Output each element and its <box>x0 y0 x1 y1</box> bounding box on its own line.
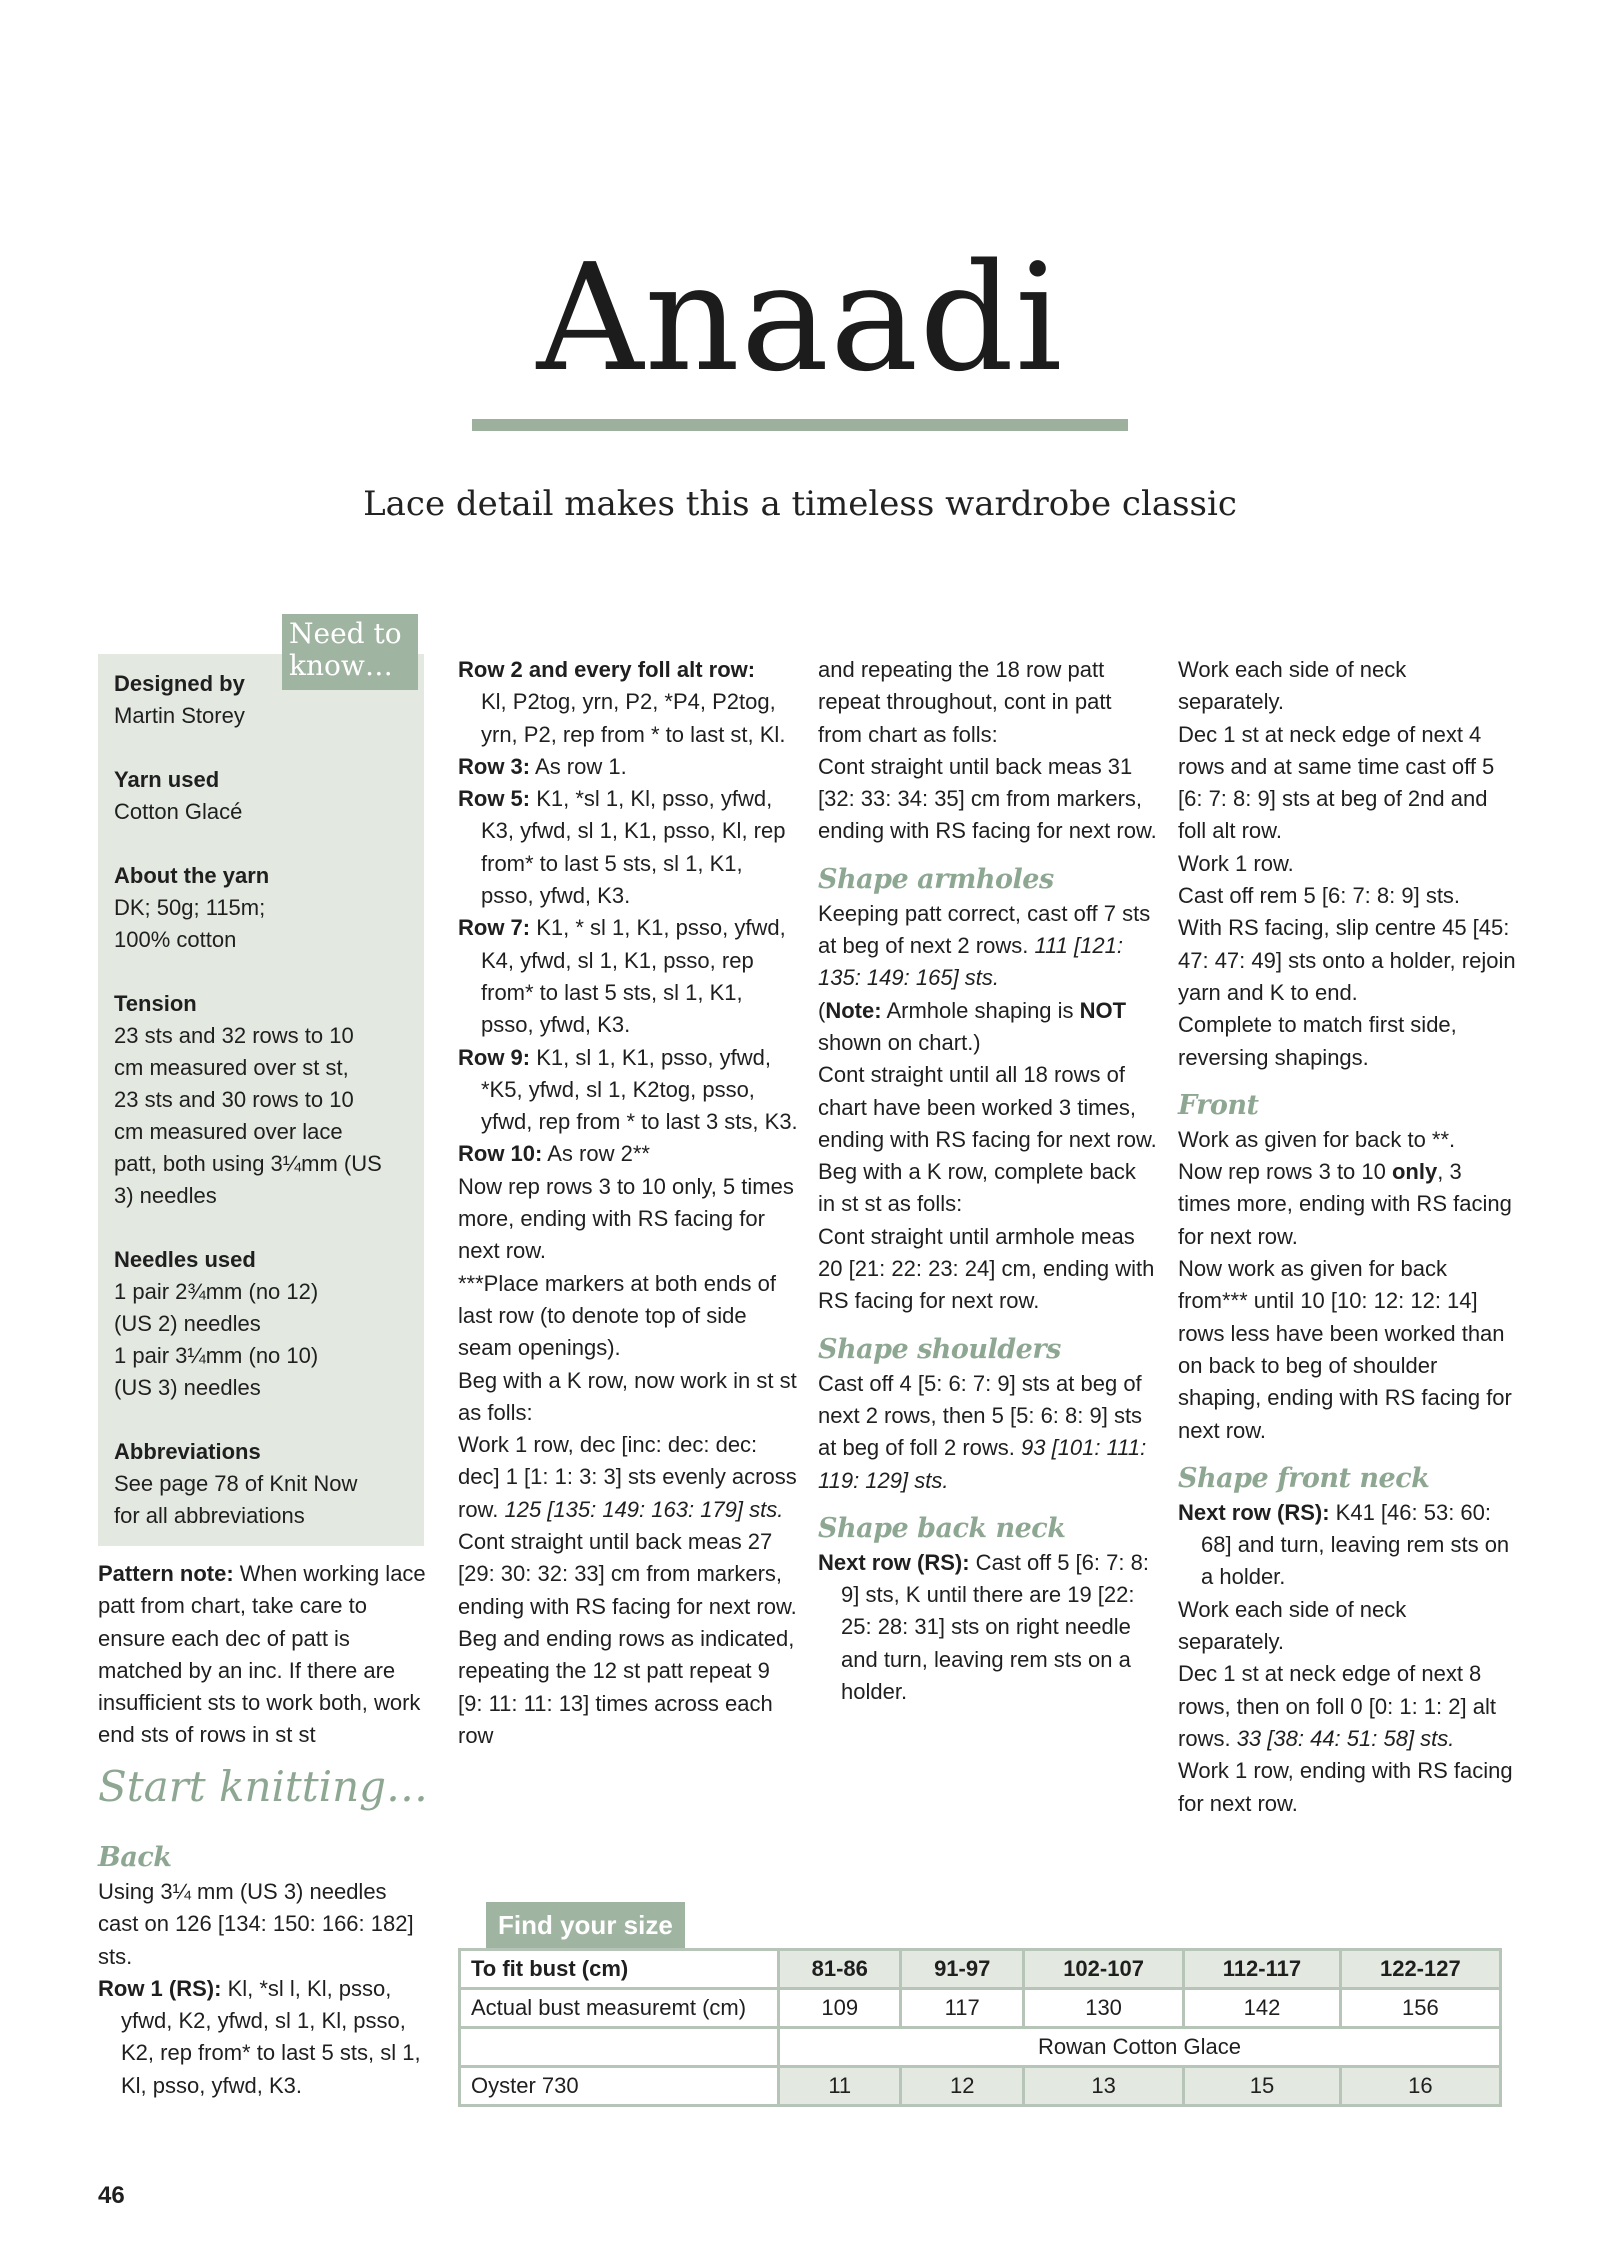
row-label-text: Row 2 and every foll alt row: <box>458 657 756 682</box>
note-emphasis: NOT <box>1079 997 1127 1023</box>
stitch-count: 125 [135: 149: 163: 179] sts. <box>504 1496 784 1522</box>
column-2 <box>458 654 798 1752</box>
paragraph <box>458 1429 798 1526</box>
row-instruction <box>458 912 798 1041</box>
row-instruction <box>458 1138 798 1170</box>
paragraph: Cont straight until all 18 rows of chart have been worked 3 times, ending with RS facing for next row. <box>818 1062 1157 1152</box>
row-label: Row 9: <box>458 1044 531 1070</box>
info-section <box>114 988 414 1212</box>
row-text: K1, * sl 1, K1, psso, yfwd, K4, yfwd, sl 1, K1, psso, rep from* to last 5 sts, sl 1, K1, psso, yfwd, K3. <box>481 915 786 1038</box>
column-3 <box>818 654 1158 1708</box>
info-line: 3) needles <box>114 1183 217 1208</box>
row-text: As row 1. <box>530 753 627 779</box>
back-intro: Using 3¼ mm (US 3) needles cast on 126 [134: 150: 166: 182] sts. <box>98 1879 414 1969</box>
row-text: K1, sl 1, K1, psso, yfwd, *K5, yfwd, sl 1, K2tog, psso, yfwd, rep from * to last 3 sts, K3. <box>481 1044 798 1135</box>
row-label: Next row (RS): <box>1178 1499 1330 1525</box>
size-row-label: To fit bust (cm) <box>460 1950 779 1989</box>
note <box>818 995 1158 1060</box>
back-section <box>98 1838 428 2102</box>
info-section <box>114 1244 414 1404</box>
info-line: (US 2) needles <box>114 1311 261 1336</box>
info-heading: Designed by <box>114 671 245 696</box>
size-cell: 130 <box>1023 1989 1183 2028</box>
info-line: patt, both using 3¼mm (US <box>114 1151 382 1176</box>
paragraph: Cont straight until back meas 31 [32: 33: 34: 35] cm from markers, ending with RS facing for next row. <box>818 753 1157 844</box>
size-cell: 16 <box>1340 2067 1500 2106</box>
info-list <box>114 668 414 1564</box>
paragraph: Work each side of neck separately. <box>1178 1596 1407 1655</box>
paragraph: Beg with a K row, complete back in st st as folls: <box>818 1159 1136 1217</box>
section-heading: Shape front neck <box>1178 1462 1430 1494</box>
size-table-row <box>460 1950 1501 1989</box>
paragraph: Work as given for back to **. <box>1178 1126 1456 1152</box>
info-line: 23 sts and 32 rows to 10 <box>114 1023 354 1048</box>
title-underline <box>472 419 1128 431</box>
paragraph <box>818 898 1158 995</box>
size-cell: 109 <box>779 1989 901 2028</box>
row-label: Row 7: <box>458 915 531 941</box>
size-cell: 15 <box>1184 2067 1341 2106</box>
paragraph-text: Cast off 4 [5: 6: 7: 9] sts at beg of next 2 rows, then 5 [5: 6: 8: 9] sts at beg of foll 2 rows. <box>818 1370 1143 1461</box>
row-instruction <box>458 751 798 783</box>
paragraph: Beg with a K row, now work in st st as folls: <box>458 1367 797 1425</box>
page-number: 46 <box>98 2182 125 2209</box>
info-line: DK; 50g; 115m; <box>114 895 266 920</box>
size-row-label <box>460 2028 779 2067</box>
page-title: Anaadi <box>536 232 1064 404</box>
size-cell: 12 <box>901 2067 1023 2106</box>
emphasis: only <box>1391 1159 1438 1185</box>
info-section <box>114 860 414 956</box>
info-line: See page 78 of Knit Now <box>114 1471 358 1496</box>
info-line: Martin Storey <box>114 703 245 728</box>
paragraph: With RS facing, slip centre 45 [45: 47: 47: 49] sts onto a holder, rejoin yarn and K to end. <box>1178 915 1516 1005</box>
info-section <box>114 764 414 828</box>
size-table-row <box>460 1989 1501 2028</box>
paragraph: Work each side of neck separately. <box>1178 657 1407 715</box>
size-row-label: Oyster 730 <box>460 2067 779 2106</box>
size-cell: 81-86 <box>779 1950 901 1989</box>
row-instruction: Kl, P2tog, yrn, P2, *P4, P2tog, yrn, P2, rep from * to last st, Kl. <box>481 689 786 747</box>
size-table <box>458 1948 1502 2107</box>
back-rows <box>98 1973 428 2102</box>
paragraph-text: Work 1 row, dec [inc: dec: dec: dec] 1 [1: 1: 3: 3] sts evenly across row. <box>458 1432 797 1522</box>
row-instruction <box>98 1973 428 2102</box>
paragraph: Dec 1 st at neck edge of next 4 rows and at same time cast off 5 [6: 7: 8: 9] sts at beg of 2nd and foll alt row. <box>1178 721 1495 844</box>
info-heading: Needles used <box>114 1247 256 1272</box>
row-label: Row 1 (RS): <box>98 1975 222 2001</box>
size-row-label: Actual bust measuremt (cm) <box>460 1989 779 2028</box>
paragraph: ***Place markers at both ends of last row (to denote top of side seam openings). <box>458 1270 776 1361</box>
info-line: (US 3) needles <box>114 1375 261 1400</box>
stitch-count: 33 [38: 44: 51: 58] sts. <box>1236 1725 1455 1751</box>
size-cell: 117 <box>901 1989 1023 2028</box>
back-heading: Back <box>98 1842 172 1873</box>
paragraph-text: Keeping patt correct, cast off 7 sts at beg of next 2 rows. <box>818 900 1151 959</box>
size-cell: Rowan Cotton Glace <box>779 2028 1501 2067</box>
note-text: ( <box>818 997 826 1023</box>
paragraph <box>1178 1156 1518 1253</box>
info-line: 1 pair 2¾mm (no 12) <box>114 1279 319 1304</box>
paragraph: Cont straight until back meas 27 [29: 30: 32: 33] cm from markers, ending with RS facing for next row. <box>458 1529 797 1619</box>
size-cell: 13 <box>1023 2067 1183 2106</box>
row-label <box>458 654 798 686</box>
info-heading: Yarn used <box>114 767 220 792</box>
stitch-count: 111 [121: 135: 149: 165] sts. <box>818 933 1123 991</box>
column-4 <box>1178 654 1518 1820</box>
section-heading: Shape armholes <box>818 863 1054 895</box>
info-line: 100% cotton <box>114 927 237 952</box>
info-line: cm measured over lace <box>114 1119 343 1144</box>
size-cell: 11 <box>779 2067 901 2106</box>
note-label: Note: <box>825 997 882 1023</box>
info-line: Cotton Glacé <box>114 799 243 824</box>
info-line: 23 sts and 30 rows to 10 <box>114 1087 354 1112</box>
row-text: Cast off 5 [6: 7: 8: 9] sts, K until there are 19 [22: 25: 28: 31] sts on right needle and turn, leaving rem sts on a holder. <box>841 1549 1149 1705</box>
paragraph: Cont straight until armhole meas 20 [21: 22: 23: 24] cm, ending with RS facing for next row. <box>818 1223 1155 1314</box>
row-label: Row 10: <box>458 1141 543 1167</box>
info-heading: About the yarn <box>114 863 270 888</box>
paragraph <box>818 1368 1158 1497</box>
size-table-row <box>460 2067 1501 2106</box>
section-heading: Shape back neck <box>818 1512 1066 1544</box>
row-text: K1, *sl 1, Kl, psso, yfwd, K3, yfwd, sl 1, K1, psso, Kl, rep from* to last 5 sts, sl 1, K1, psso, yfwd, K3. <box>481 786 786 909</box>
pattern-note <box>98 1558 428 1752</box>
info-heading: Abbreviations <box>114 1439 261 1464</box>
size-cell: 112-117 <box>1184 1950 1341 1989</box>
size-cell: 91-97 <box>901 1950 1023 1989</box>
info-line: 1 pair 3¼mm (no 10) <box>114 1343 319 1368</box>
paragraph <box>1178 1658 1518 1755</box>
section-heading: Front <box>1178 1089 1259 1121</box>
page-subtitle: Lace detail makes this a timeless wardrobe classic <box>363 484 1237 524</box>
row-label: Next row (RS): <box>818 1549 970 1575</box>
info-section <box>114 1436 414 1532</box>
find-your-size-tab: Find your size <box>486 1902 685 1948</box>
stitch-count: 93 [101: 111: 119: 129] sts. <box>818 1435 1147 1493</box>
size-cell: 156 <box>1340 1989 1500 2028</box>
section-heading: Shape shoulders <box>818 1333 1061 1365</box>
row-text: K41 [46: 53: 60: 68] and turn, leaving rem sts on a holder. <box>1201 1499 1510 1590</box>
note-text: shown on chart.) <box>818 1029 981 1055</box>
row-label: Row 3: <box>458 753 531 779</box>
paragraph-text: , 3 times more, ending with RS facing for next row. <box>1178 1159 1512 1249</box>
info-line: for all abbreviations <box>114 1503 305 1528</box>
note-text: Armhole shaping is <box>881 997 1080 1023</box>
info-heading: Tension <box>114 991 197 1016</box>
row-text: Kl, *sl l, Kl, psso, yfwd, K2, yfwd, sl 1, Kl, psso, K2, rep from* to last 5 sts, sl 1, Kl, psso, yfwd, K3. <box>121 1975 421 2098</box>
paragraph: Beg and ending rows as indicated, repeating the 12 st patt repeat 9 [9: 11: 11: 13] times across each row <box>458 1625 795 1748</box>
row-instruction <box>1178 1497 1518 1594</box>
paragraph: Work 1 row. <box>1178 850 1294 876</box>
size-cell: 102-107 <box>1023 1950 1183 1989</box>
row-instruction <box>818 1547 1158 1708</box>
paragraph: and repeating the 18 row patt repeat throughout, cont in patt from chart as folls: <box>818 657 1112 747</box>
paragraph: Now work as given for back from*** until 10 [10: 12: 12: 14] rows less have been worked than on back to beg of shoulder shaping, ending with RS facing for next row. <box>1178 1256 1512 1443</box>
need-to-know-tab: Need to know… <box>282 614 418 690</box>
paragraph-text: Dec 1 st at neck edge of next 8 rows, then on foll 0 [0: 1: 1: 2] alt rows. <box>1178 1661 1496 1751</box>
row-instruction <box>458 1042 798 1139</box>
size-cell: 122-127 <box>1340 1950 1500 1989</box>
paragraph: Complete to match first side, reversing shapings. <box>1178 1012 1457 1070</box>
row-label: Row 5: <box>458 786 531 812</box>
row-instruction <box>458 783 798 912</box>
pattern-note-text: When working lace patt from chart, take care to ensure each dec of patt is matched by an inc. If there are insufficient sts to work both, work end sts of rows in st st <box>98 1561 426 1748</box>
paragraph-text: Now rep rows 3 to 10 <box>1178 1159 1392 1185</box>
paragraph: Work 1 row, ending with RS facing for next row. <box>1178 1758 1513 1816</box>
info-line: cm measured over st st, <box>114 1055 349 1080</box>
info-section <box>114 668 414 732</box>
paragraph: Now rep rows 3 to 10 only, 5 times more, ending with RS facing for next row. <box>458 1173 794 1264</box>
paragraph: Cast off rem 5 [6: 7: 8: 9] sts. <box>1178 883 1461 909</box>
size-table-row <box>460 2028 1501 2067</box>
row-text: As row 2** <box>542 1141 650 1167</box>
pattern-note-label: Pattern note: <box>98 1561 234 1586</box>
start-knitting-heading: Start knitting… <box>98 1762 429 1811</box>
size-cell: 142 <box>1184 1989 1341 2028</box>
